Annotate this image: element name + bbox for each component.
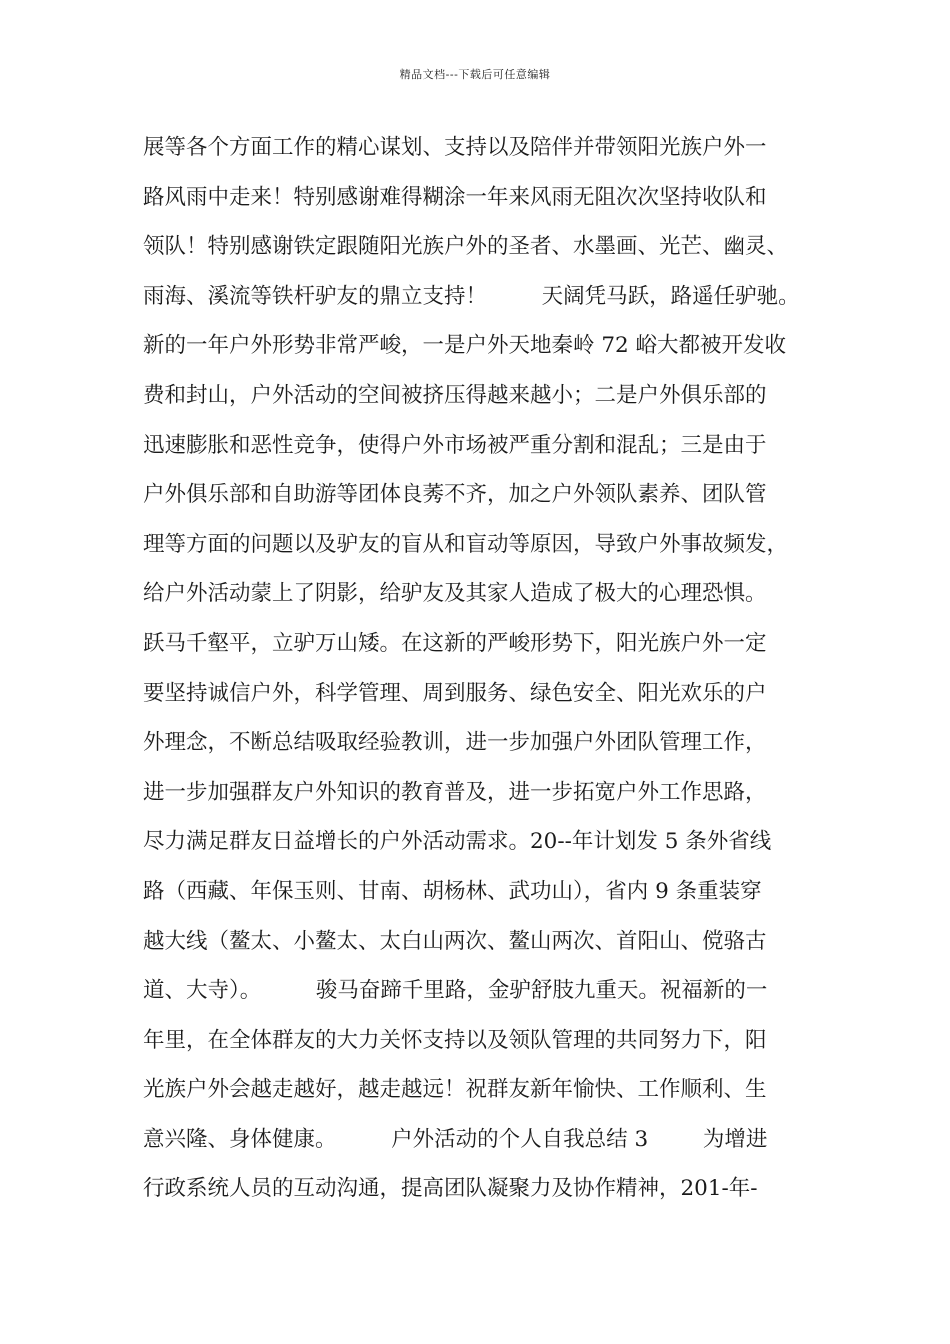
text-line: 领队！特别感谢铁定跟随阳光族户外的圣者、水墨画、光芒、幽灵、	[143, 234, 789, 260]
text-line: 迅速膨胀和恶性竞争，使得户外市场被严重分割和混乱；三是由于	[143, 432, 767, 458]
text-line: 理等方面的问题以及驴友的盲从和盲动等原因，导致户外事故频发，	[143, 531, 789, 557]
text-line: 雨海、溪流等铁杆驴友的鼎立支持！ 天阔凭马跃，路遥任驴驰。	[143, 283, 800, 309]
text-line: 进一步加强群友户外知识的教育普及，进一步拓宽户外工作思路，	[143, 779, 767, 805]
text-line: 新的一年户外形势非常严峻，一是户外天地秦岭 72 峪大都被开发收	[143, 333, 787, 359]
text-line: 路（西藏、年保玉则、甘南、胡杨林、武功山），省内 9 条重装穿	[143, 878, 762, 904]
text-line: 意兴隆、身体健康。 户外活动的个人自我总结 3 为增进	[143, 1126, 768, 1152]
text-line: 年里，在全体群友的大力关怀支持以及领队管理的共同努力下，阳	[143, 1027, 767, 1053]
text-line: 费和封山，户外活动的空间被挤压得越来越小；二是户外俱乐部的	[143, 382, 767, 408]
text-line: 展等各个方面工作的精心谋划、支持以及陪伴并带领阳光族户外一	[143, 135, 767, 160]
text-line: 要坚持诚信户外，科学管理、周到服务、绿色安全、阳光欢乐的户	[143, 680, 767, 706]
text-line: 尽力满足群友日益增长的户外活动需求。20--年计划发 5 条外省线	[143, 829, 772, 855]
text-line: 给户外活动蒙上了阴影，给驴友及其家人造成了极大的心理恐惧。	[143, 581, 767, 607]
page-header: 精品文档---下载后可任意编辑	[399, 68, 551, 81]
text-line: 越大线（鳌太、小鳌太、太白山两次、鳌山两次、首阳山、傥骆古	[143, 928, 767, 954]
text-line: 行政系统人员的互动沟通，提高团队凝聚力及协作精神，201-年-	[143, 1176, 758, 1202]
text-line: 道、大寺）。 骏马奋蹄千里路，金驴舒肢九重天。祝福新的一	[143, 978, 768, 1004]
body-text	[143, 128, 843, 1219]
text-line: 跃马千壑平，立驴万山矮。在这新的严峻形势下，阳光族户外一定	[143, 630, 767, 656]
text-line: 路风雨中走来！特别感谢难得糊涂一年来风雨无阻次次坚持收队和	[143, 184, 767, 210]
text-line: 户外俱乐部和自助游等团体良莠不齐，加之户外领队素养、团队管	[143, 482, 767, 508]
text-line: 光族户外会越走越好，越走越远！祝群友新年愉快、工作顺利、生	[143, 1077, 767, 1103]
text-line: 外理念，不断总结吸取经验教训，进一步加强户外团队管理工作，	[143, 730, 767, 756]
